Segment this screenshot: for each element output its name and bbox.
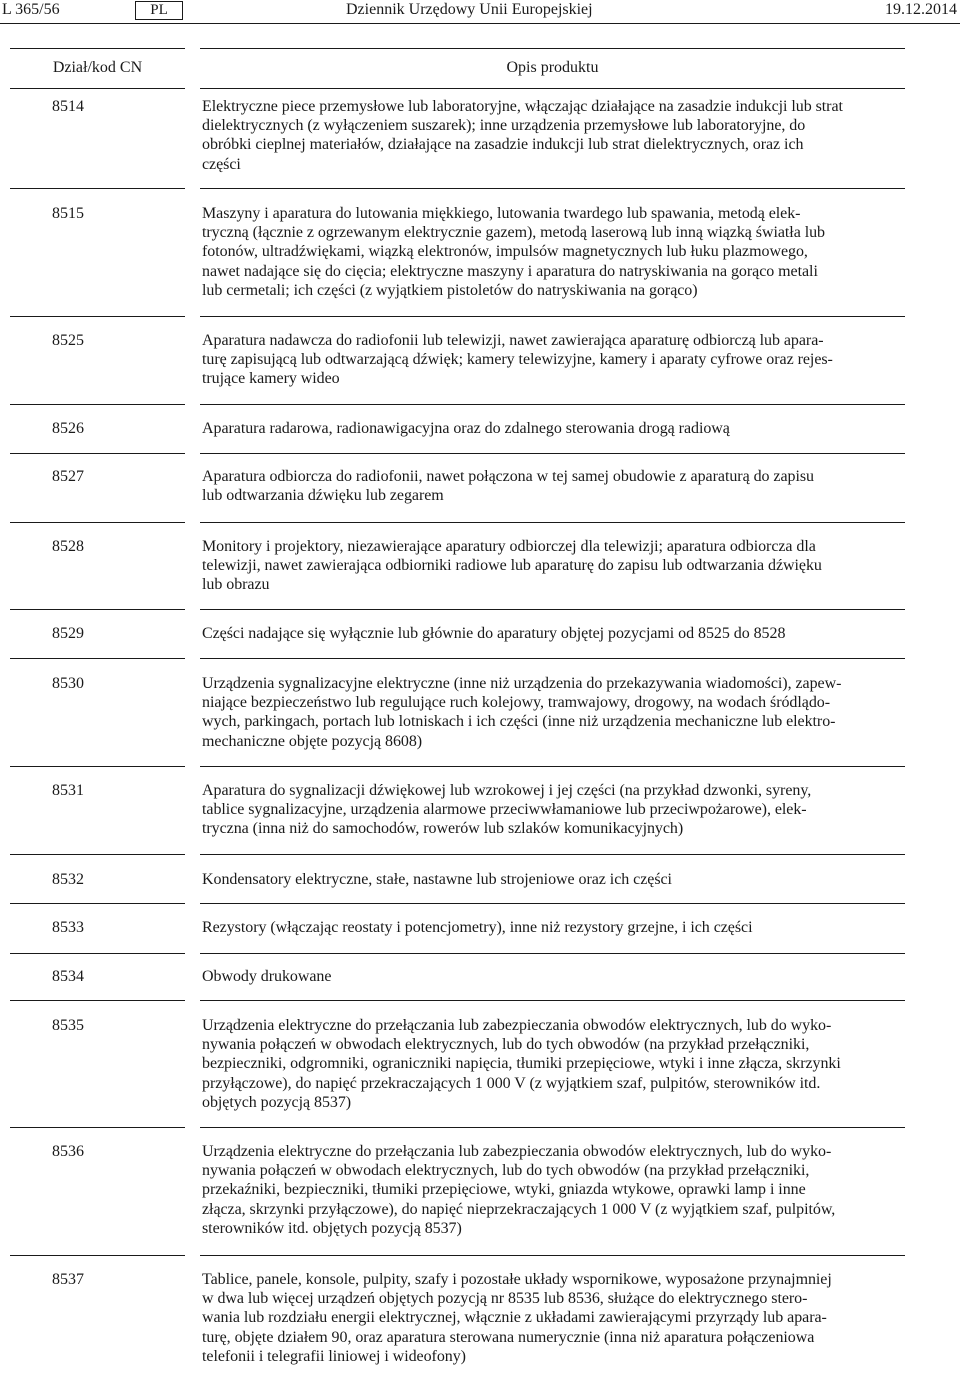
product-description <box>202 204 908 300</box>
row-divider-cn <box>10 1000 185 1001</box>
description-line: dielektrycznych (z wyłączeniem suszarek); inne urządzenia przemysłowe lub laboratoryjne, do <box>202 117 806 135</box>
cn-code: 8534 <box>52 968 84 985</box>
row-divider-cn <box>10 453 185 454</box>
cn-code: 8527 <box>52 468 84 485</box>
product-description <box>202 331 908 389</box>
row-divider-cn <box>10 903 185 904</box>
description-line: wych, parkingach, portach lub lotniskach i ich części (inne niż urządzenia mechaniczne lub elektro- <box>202 713 836 731</box>
description-line: fotonów, ultradźwiękami, wiązką elektronów, impulsów magnetycznych lub łuku plazmowego, <box>202 243 808 261</box>
description-line: mechaniczne objęte pozycją 8608) <box>202 732 423 750</box>
cn-code: 8526 <box>52 420 84 437</box>
row-divider-desc <box>200 1127 905 1128</box>
description-line: tryczna (inna niż do samochodów, rowerów lub szlaków komunikacyjnych) <box>202 820 684 838</box>
cn-code: 8530 <box>52 675 84 692</box>
row-divider-desc <box>200 453 905 454</box>
description-line: trujące kamery wideo <box>202 370 340 388</box>
description-line: Urządzenia elektryczne do przełączania lub zabezpieczania obwodów elektrycznych, lub do wyko- <box>202 1143 832 1160</box>
product-description <box>202 419 908 438</box>
row-divider-cn <box>10 1255 185 1256</box>
product-description <box>202 1016 908 1112</box>
description-line: Aparatura do sygnalizacji dźwiękowej lub wzrokowej i jej części (na przykład dzwonki, syreny, <box>202 782 812 799</box>
cn-code: 8537 <box>52 1271 84 1288</box>
description-line: turę zapisującą lub odtwarzającą dźwięk; kamery telewizyjne, kamery i aparaty cyfrowe oraz rejes- <box>202 351 833 369</box>
row-divider-desc <box>200 609 905 610</box>
header-divider <box>0 23 960 24</box>
row-divider-cn <box>10 854 185 855</box>
product-description <box>202 467 908 505</box>
header-bottom-rule-desc <box>200 88 905 89</box>
row-divider-desc <box>200 854 905 855</box>
description-line: przyłączowe), do napięć przekraczających 1 000 V (z wyjątkiem szaf, pulpitów, sterowników itd. <box>202 1074 821 1092</box>
row-divider-cn <box>10 316 185 317</box>
description-line: Aparatura radarowa, radionawigacyjna oraz do zdalnego sterowania drogą radiową <box>202 420 730 437</box>
row-divider-cn <box>10 1127 185 1128</box>
description-line: Aparatura odbiorcza do radiofonii, nawet połączona w tej samej obudowie z aparaturą do zapisu <box>202 468 814 485</box>
description-line: nawet nadające się do cięcia; elektryczne maszyny i aparatura do natryskiwania na gorąco metali <box>202 262 818 280</box>
product-description <box>202 674 908 751</box>
description-line: Obwody drukowane <box>202 968 332 985</box>
product-description <box>202 1270 908 1366</box>
description-line: tablice sygnalizacyjne, urządzenia alarmowe przeciwwłamaniowe lub przeciwpożarowe), elek- <box>202 801 807 819</box>
product-description <box>202 781 908 839</box>
row-divider-cn <box>10 766 185 767</box>
description-line: lub odtwarzania dźwięku lub zegarem <box>202 487 444 505</box>
description-line: złącza, skrzynki przyłączowe), do napięć nieprzekraczających 1 000 V (z wyjątkiem szaf, pulpitów, <box>202 1200 836 1218</box>
row-divider-cn <box>10 953 185 954</box>
row-divider-cn <box>10 609 185 610</box>
description-line: obróbki cieplnej materiałów, działające na zasadzie indukcji lub strat dielektrycznych, oraz ich <box>202 136 804 154</box>
description-line: bezpieczniki, odgromniki, ograniczniki napięcia, tłumiki przepięciowe, wtyki i inne złącza, skrzynki <box>202 1055 841 1073</box>
cn-code: 8525 <box>52 332 84 349</box>
cn-code: 8536 <box>52 1143 84 1160</box>
product-description <box>202 870 908 889</box>
description-line: Urządzenia sygnalizacyjne elektryczne (inne niż urządzenia do przekazywania wiadomości), zapew- <box>202 675 842 692</box>
row-divider-desc <box>200 903 905 904</box>
product-description <box>202 967 908 986</box>
description-line: Tablice, panele, konsole, pulpity, szafy i pozostałe układy wspornikowe, wyposażone przynajmniej <box>202 1271 832 1288</box>
description-line: przekaźniki, bezpieczniki, tłumiki przepięciowe, wtyki, gniazda wtykowe, oprawki lamp i inne <box>202 1181 806 1199</box>
table-header <box>0 48 960 98</box>
description-line: Rezystory (włączając reostaty i potencjometry), inne niż rezystory grzejne, i ich części <box>202 919 753 936</box>
row-divider-desc <box>200 1000 905 1001</box>
row-divider-desc <box>200 404 905 405</box>
description-line: wania lub rozdziału energii elektrycznej, włącznie z układami zawierającymi przyrządy lub apara- <box>202 1309 827 1327</box>
cn-code: 8515 <box>52 205 84 222</box>
description-line: objętych pozycją 8537) <box>202 1093 352 1111</box>
column-header-description: Opis produktu <box>506 59 599 76</box>
description-line: nywania połączeń w obwodach elektrycznych, lub do tych obwodów (na przykład przełączniki, <box>202 1036 810 1054</box>
cn-code: 8528 <box>52 538 84 555</box>
row-divider-desc <box>200 658 905 659</box>
description-line: Elektryczne piece przemysłowe lub laboratoryjne, włączając działające na zasadzie indukcji lub strat <box>202 98 843 115</box>
header-bottom-rule-cn <box>10 88 185 89</box>
row-divider-cn <box>10 522 185 523</box>
cn-code: 8533 <box>52 919 84 936</box>
row-divider-cn <box>10 188 185 189</box>
column-header-cn: Dział/kod CN <box>52 59 143 76</box>
description-line: telewizji, nawet zawierająca odbiorniki radiowe lub aparaturę do zapisu lub odtwarzania dźwięku <box>202 557 822 575</box>
header-top-rule-desc <box>200 48 905 49</box>
product-description <box>202 537 908 595</box>
description-line: Części nadające się wyłącznie lub głównie do aparatury objętej pozycjami od 8525 do 8528 <box>202 625 786 642</box>
row-divider-desc <box>200 316 905 317</box>
description-line: Maszyny i aparatura do lutowania miękkiego, lutowania twardego lub spawania, metodą elek- <box>202 205 801 222</box>
description-line: nywania połączeń w obwodach elektrycznych, lub do tych obwodów (na przykład przełączniki, <box>202 1162 810 1180</box>
description-line: lub obrazu <box>202 576 270 594</box>
description-line: w dwa lub więcej urządzeń objętych pozycją nr 8535 lub 8536, służące do elektrycznego stero- <box>202 1290 808 1308</box>
header-top-rule-cn <box>10 48 185 49</box>
publication-date: 19.12.2014 <box>885 1 957 18</box>
description-line: sterowników itd. objętych pozycją 8537) <box>202 1219 462 1237</box>
description-line: tryczną (łącznie z ogrzewanym elektrycznie gazem), metodą laserową lub inną wiązką światła lub <box>202 224 826 242</box>
description-line: Aparatura nadawcza do radiofonii lub telewizji, nawet zawierająca aparaturę odbiorczą lub apara- <box>202 332 824 349</box>
cn-code: 8514 <box>52 98 84 115</box>
product-description <box>202 97 908 174</box>
row-divider-cn <box>10 658 185 659</box>
description-line: niające bezpieczeństwo lub regulujące ruch kolejowy, tramwajowy, drogowy, na wodach śródlądo- <box>202 694 831 712</box>
row-divider-desc <box>200 1255 905 1256</box>
row-divider-cn <box>10 404 185 405</box>
row-divider-desc <box>200 766 905 767</box>
description-line: turę, objęte działem 90, oraz aparatura sterowana numerycznie (inna niż aparatura połączeniowa <box>202 1328 815 1346</box>
page-header <box>0 0 960 24</box>
description-line: telefonii i telegrafii liniowej i wideofony) <box>202 1347 466 1365</box>
product-description <box>202 918 908 937</box>
language-badge: PL <box>135 1 183 20</box>
cn-code: 8529 <box>52 625 84 642</box>
page-reference: L 365/56 <box>2 1 60 18</box>
cn-code: 8535 <box>52 1017 84 1034</box>
cn-code: 8531 <box>52 782 84 799</box>
row-divider-desc <box>200 522 905 523</box>
description-line: Monitory i projektory, niezawierające aparatury odbiorczej dla telewizji; aparatura odbiorcza dla <box>202 538 816 555</box>
row-divider-desc <box>200 188 905 189</box>
cn-code: 8532 <box>52 871 84 888</box>
product-description <box>202 1142 908 1238</box>
description-line: Urządzenia elektryczne do przełączania lub zabezpieczania obwodów elektrycznych, lub do wyko- <box>202 1017 832 1034</box>
description-line: lub cermetali; ich części (z wyjątkiem pistoletów do natryskiwania na gorąco) <box>202 281 698 299</box>
description-line: części <box>202 155 241 173</box>
row-divider-desc <box>200 953 905 954</box>
description-line: Kondensatory elektryczne, stałe, nastawne lub strojeniowe oraz ich części <box>202 871 672 888</box>
journal-title: Dziennik Urzędowy Unii Europejskiej <box>346 1 593 18</box>
product-description <box>202 624 908 643</box>
